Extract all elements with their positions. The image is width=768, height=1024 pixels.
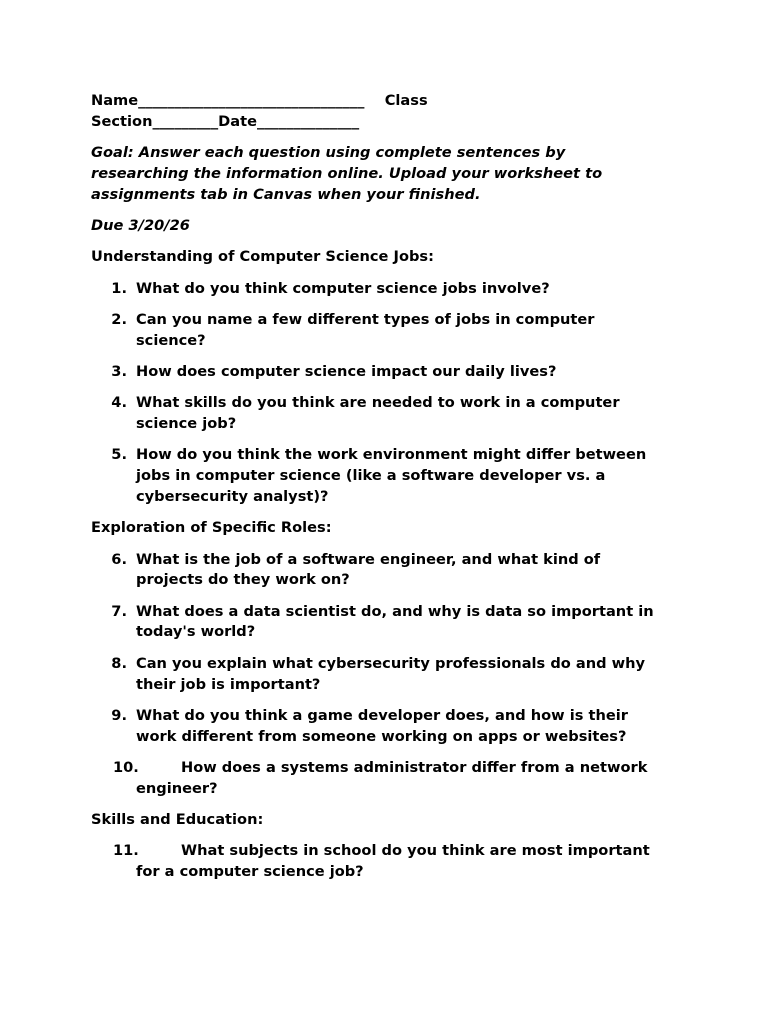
question-item [91,602,691,644]
goal-line: Goal: Answer each question using complete sentences by [91,144,566,162]
question-item [91,393,691,435]
section-heading: Skills and Education: [91,811,264,829]
question-text: How does computer science impact our daily lives? [136,362,557,380]
student-info-header [91,91,691,133]
question-item [91,706,691,748]
question-text: engineer? [136,779,218,797]
question-text: How does a systems administrator differ from a network [181,758,648,776]
question-text: What skills do you think are needed to work in a computer [136,394,620,412]
question-item [91,445,691,507]
question-text: for a computer science job? [136,863,364,881]
question-text: What do you think a game developer does, and how is their [136,706,628,724]
question-number: 10. [113,758,139,776]
question-text: What do you think computer science jobs involve? [136,279,550,297]
question-list [91,279,691,508]
question-number: 9. [111,706,127,724]
due-date: Due 3/20/26 [91,216,190,234]
goal-instructions [91,143,691,205]
question-text: cybersecurity analyst)? [136,487,329,505]
question-text: work different from someone working on apps or websites? [136,727,627,745]
question-number: 5. [111,446,127,464]
question-text: science job? [136,415,237,433]
question-number: 8. [111,654,127,672]
section-date-line: Section_________Date______________ [91,112,360,130]
question-number: 4. [111,394,127,412]
section-heading: Understanding of Computer Science Jobs: [91,248,434,266]
section-heading: Exploration of Specific Roles: [91,519,332,537]
worksheet-page [91,91,691,893]
question-number: 2. [111,310,127,328]
question-text: jobs in computer science (like a software developer vs. a [136,467,606,485]
question-text: What subjects in school do you think are most important [181,842,650,860]
question-text: Can you name a few different types of jobs in computer [136,310,595,328]
question-item [91,362,691,383]
question-number: 6. [111,550,127,568]
question-text: today's world? [136,623,256,641]
question-number: 1. [111,279,127,297]
question-item [91,758,691,800]
question-text: their job is important? [136,675,321,693]
question-text: projects do they work on? [136,571,350,589]
question-text: How do you think the work environment might differ between [136,446,647,464]
question-text: Can you explain what cybersecurity professionals do and why [136,654,646,672]
question-item [91,550,691,592]
question-text: What does a data scientist do, and why is data so important in [136,602,654,620]
question-item [91,654,691,696]
question-text: science? [136,331,206,349]
question-number: 11. [113,842,139,860]
question-list [91,550,691,800]
question-item [91,279,691,300]
question-item [91,841,691,883]
question-number: 7. [111,602,127,620]
question-number: 3. [111,362,127,380]
question-item [91,310,691,352]
goal-line: assignments tab in Canvas when your finished. [91,185,481,203]
goal-line: researching the information online. Upload your worksheet to [91,164,603,182]
question-text: What is the job of a software engineer, and what kind of [136,550,601,568]
question-list [91,841,691,883]
name-class-line: Name_______________________________ Class [91,92,428,109]
